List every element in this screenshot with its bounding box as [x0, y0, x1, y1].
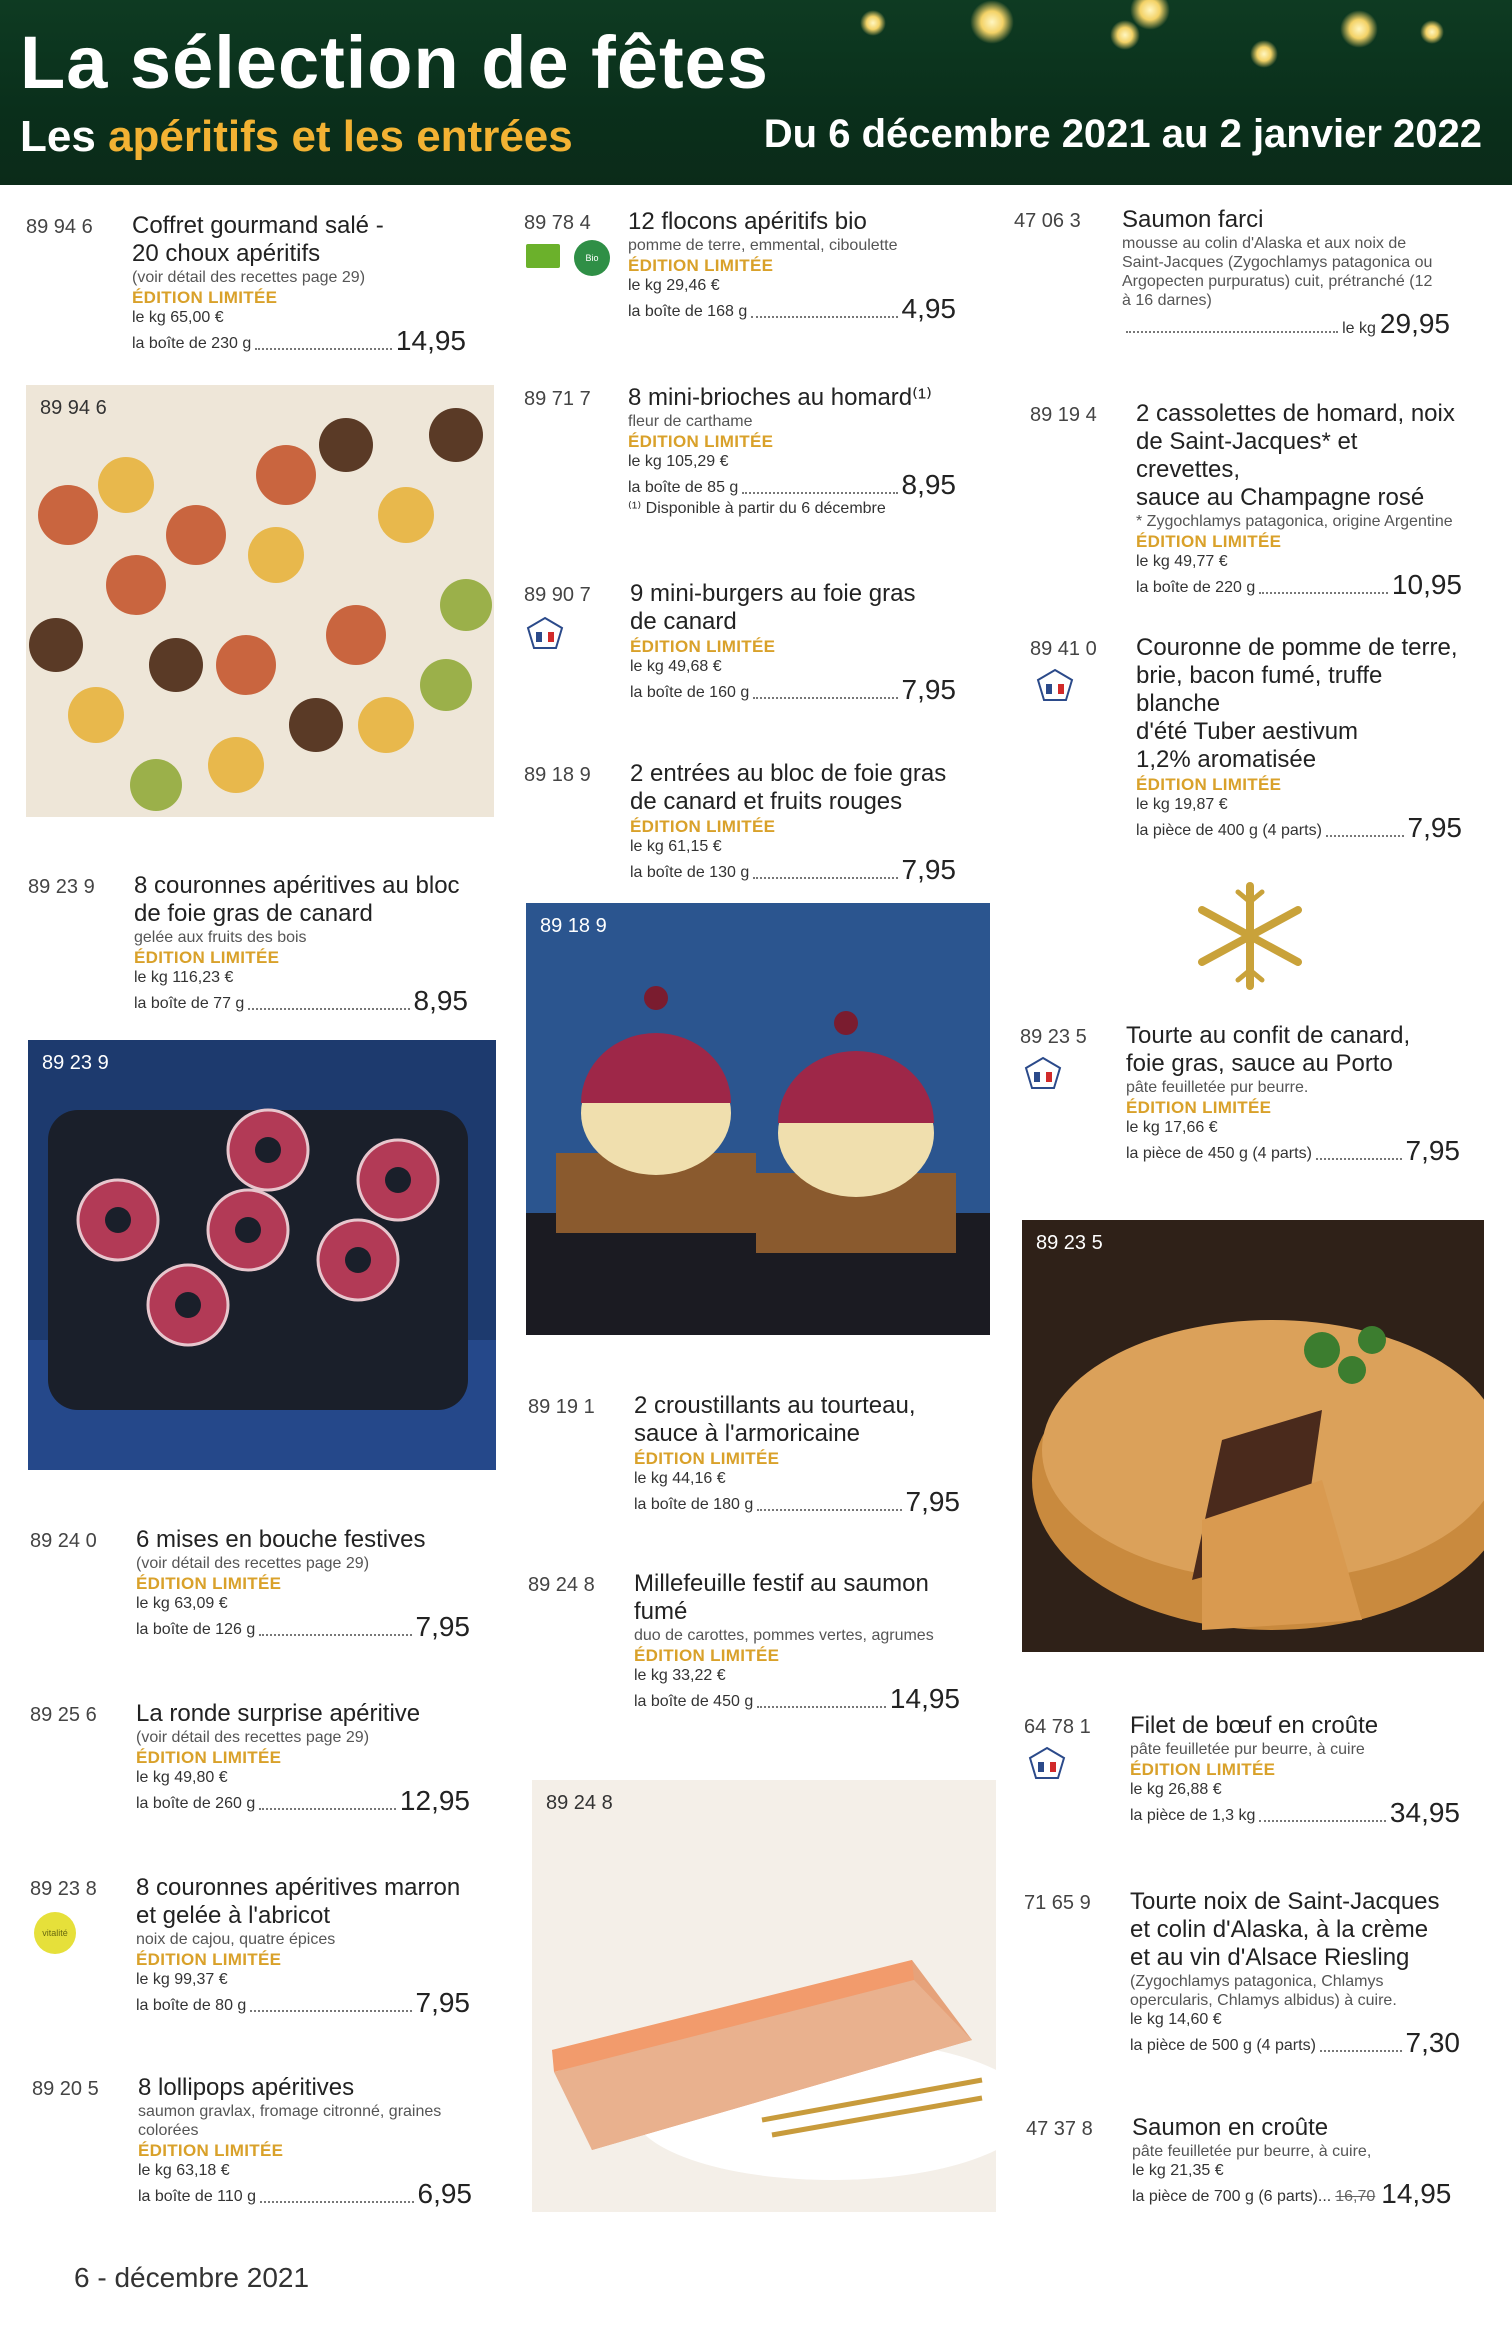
product-description: (voir détail des recettes page 29)	[136, 1555, 370, 1572]
old-price: 16,70	[1335, 2188, 1376, 2205]
product-code: 89 24 0	[30, 1530, 97, 1552]
product-name: sauce à l'armoricaine	[634, 1420, 861, 1447]
price: 14,95	[395, 325, 466, 356]
product-description: (voir détail des recettes page 29)	[132, 269, 366, 286]
availability-note: ⁽¹⁾ Disponible à partir du 6 décembre	[628, 500, 886, 517]
edition-label: ÉDITION LIMITÉE	[1136, 532, 1282, 551]
product-c2	[28, 872, 468, 1022]
unit-price: le kg 33,22 €	[634, 1667, 726, 1684]
product-code: 89 71 7	[524, 388, 591, 410]
product-description: (voir détail des recettes page 29)	[136, 1729, 370, 1746]
made-in-france-icon	[1036, 668, 1074, 702]
product-code: 89 94 6	[26, 216, 93, 238]
decorative-light	[860, 10, 886, 36]
product-description: pomme de terre, emmental, ciboulette	[628, 237, 898, 254]
edition-label: ÉDITION LIMITÉE	[630, 637, 776, 656]
product-m3	[524, 580, 956, 720]
product-name: 8 couronnes apéritives marron	[136, 1874, 461, 1901]
photo-product-code: 89 18 9	[540, 915, 607, 937]
page-header	[0, 0, 1512, 185]
product-name: Millefeuille festif au saumon	[634, 1570, 929, 1597]
unit-price: le kg 44,16 €	[634, 1470, 726, 1487]
quantity: la pièce de 500 g (4 parts)	[1130, 2037, 1316, 2054]
page-footer: 6 - décembre 2021	[74, 2262, 310, 2293]
product-description: saumon gravlax, fromage citronné, graines colorées	[138, 2103, 442, 2139]
product-description: pâte feuilletée pur beurre, à cuire	[1130, 1741, 1365, 1758]
unit-price: le kg 49,80 €	[136, 1769, 228, 1786]
millefeuille-illustration	[532, 1780, 996, 2212]
product-code: 89 78 4	[524, 212, 591, 234]
product-c5	[30, 1874, 470, 2024]
unit-price: le kg 61,15 €	[630, 838, 722, 855]
product-description: * Zygochlamys patagonica, origine Argentine	[1136, 513, 1453, 530]
quantity: la pièce de 700 g (6 parts)...	[1132, 2188, 1332, 2205]
quantity: la boîte de 160 g	[630, 684, 750, 701]
product-m4	[524, 760, 956, 890]
product-code: 71 65 9	[1024, 1892, 1091, 1914]
price: 7,95	[415, 1987, 470, 2018]
quantity: la boîte de 80 g	[136, 1997, 247, 2014]
decorative-light	[1110, 20, 1140, 50]
price: 12,95	[399, 1785, 470, 1816]
unit-price: le kg 49,77 €	[1136, 553, 1228, 570]
price: 7,95	[415, 1611, 470, 1642]
product-r7	[1026, 2114, 1462, 2224]
price: 10,95	[1391, 569, 1462, 600]
product-name: La ronde surprise apéritive	[136, 1700, 421, 1727]
couronnes-illustration	[28, 1040, 496, 1470]
product-name: 1,2% aromatisée	[1136, 746, 1317, 773]
photo-product-code: 89 94 6	[40, 397, 107, 419]
price: 7,95	[901, 674, 956, 705]
product-name: de canard et fruits rouges	[630, 788, 903, 815]
product-code: 89 24 8	[528, 1574, 595, 1596]
product-name: 2 croustillants au tourteau,	[634, 1392, 916, 1419]
product-code: 89 41 0	[1030, 638, 1097, 660]
quantity: la boîte de 168 g	[628, 303, 748, 320]
product-code: 89 90 7	[524, 584, 591, 606]
product-code: 89 23 9	[28, 876, 95, 898]
product-description: pâte feuilletée pur beurre, à cuire,	[1132, 2143, 1372, 2160]
photo-product-code: 89 24 8	[546, 1792, 613, 1814]
product-c3	[30, 1526, 470, 1656]
product-name: fumé	[634, 1598, 688, 1625]
offer-dates: Du 6 décembre 2021 au 2 janvier 2022	[763, 112, 1482, 156]
product-name: Filet de bœuf en croûte	[1130, 1712, 1379, 1739]
product-name: 6 mises en bouche festives	[136, 1526, 426, 1553]
decorative-light	[1250, 40, 1278, 68]
photo-choux-aperitifs	[26, 385, 494, 817]
price: 8,95	[901, 469, 956, 500]
product-description: pâte feuilletée pur beurre.	[1126, 1079, 1309, 1096]
product-name: et au vin d'Alsace Riesling	[1130, 1944, 1410, 1971]
quantity: la boîte de 220 g	[1136, 579, 1256, 596]
edition-label: ÉDITION LIMITÉE	[634, 1449, 780, 1468]
unit-price: le kg 14,60 €	[1130, 2011, 1222, 2028]
made-in-france-icon	[1028, 1746, 1066, 1780]
quantity: la boîte de 130 g	[630, 864, 750, 881]
eu-organic-icon	[526, 244, 560, 268]
subtitle-lead: Les	[20, 112, 96, 161]
page-title: La sélection de fêtes	[20, 21, 769, 104]
price: 14,95	[889, 1683, 960, 1714]
unit-price: le kg 63,18 €	[138, 2162, 230, 2179]
quantity: la boîte de 77 g	[134, 995, 245, 1012]
product-name: 12 flocons apéritifs bio	[628, 208, 867, 235]
made-in-france-icon	[1024, 1056, 1062, 1090]
product-r4	[1020, 1022, 1460, 1172]
product-name: foie gras, sauce au Porto	[1126, 1050, 1393, 1077]
edition-label: ÉDITION LIMITÉE	[132, 288, 278, 307]
unit-price: le kg 105,29 €	[628, 453, 729, 470]
product-code: 47 37 8	[1026, 2118, 1093, 2140]
edition-label: ÉDITION LIMITÉE	[1126, 1098, 1272, 1117]
quantity: la pièce de 450 g (4 parts)	[1126, 1145, 1312, 1162]
product-r1	[1014, 206, 1450, 356]
product-c4	[30, 1700, 470, 1830]
quantity: la boîte de 230 g	[132, 335, 252, 352]
price: 34,95	[1389, 1797, 1460, 1828]
quantity: la boîte de 85 g	[628, 479, 739, 496]
edition-label: ÉDITION LIMITÉE	[634, 1646, 780, 1665]
product-description: gelée aux fruits des bois	[134, 929, 307, 946]
product-name: 8 mini-brioches au homard⁽¹⁾	[628, 384, 932, 411]
bio-badge: Bio	[574, 240, 610, 276]
product-name: de foie gras de canard	[134, 900, 373, 927]
price: 6,95	[417, 2178, 472, 2209]
quantity: la pièce de 1,3 kg	[1130, 1807, 1256, 1824]
edition-label: ÉDITION LIMITÉE	[136, 1950, 282, 1969]
edition-label: ÉDITION LIMITÉE	[1136, 775, 1282, 794]
product-r6	[1024, 1888, 1460, 2058]
photo-product-code: 89 23 9	[42, 1052, 109, 1074]
quantity: la boîte de 126 g	[136, 1621, 256, 1638]
product-m1	[524, 208, 956, 338]
product-name: de canard	[630, 608, 737, 635]
unit-price: le kg 99,37 €	[136, 1971, 228, 1988]
photo-tourte-canard	[1022, 1220, 1484, 1652]
product-name: Saumon en croûte	[1132, 2114, 1329, 2141]
product-code: 89 19 4	[1030, 404, 1097, 426]
edition-label: ÉDITION LIMITÉE	[628, 432, 774, 451]
edition-label: ÉDITION LIMITÉE	[136, 1574, 282, 1593]
edition-label: ÉDITION LIMITÉE	[1130, 1760, 1276, 1779]
unit-price: le kg 63,09 €	[136, 1595, 228, 1612]
choux-illustration	[26, 385, 494, 817]
photo-entrees-foie-gras	[526, 903, 990, 1335]
product-name: 20 choux apéritifs	[132, 240, 321, 267]
snowflake-icon	[1190, 880, 1310, 992]
product-name: 2 cassolettes de homard, noix	[1136, 400, 1455, 427]
product-description: duo de carottes, pommes vertes, agrumes	[634, 1627, 934, 1644]
edition-label: ÉDITION LIMITÉE	[138, 2141, 284, 2160]
subtitle-accent: apéritifs et les entrées	[108, 112, 573, 161]
product-c1	[26, 212, 466, 362]
product-code: 89 19 1	[528, 1396, 595, 1418]
product-name: Couronne de pomme de terre,	[1136, 634, 1458, 661]
price: 7,95	[1405, 1135, 1460, 1166]
price: 7,30	[1405, 2027, 1460, 2058]
product-name: Tourte noix de Saint-Jacques	[1130, 1888, 1440, 1915]
quantity: la boîte de 110 g	[138, 2188, 257, 2205]
product-name: de Saint-Jacques* et crevettes,	[1136, 428, 1358, 483]
unit-price: le kg 116,23 €	[134, 969, 234, 986]
product-description: mousse au colin d'Alaska et aux noix de Saint-Jacques (Zygochlamys patagonica ou Argopecten purpuratus) cuit, prétranché (12 à 16 darnes)	[1122, 235, 1433, 309]
product-code: 89 20 5	[32, 2078, 99, 2100]
product-name: Saumon farci	[1122, 206, 1264, 233]
unit-price: le kg 65,00 €	[132, 309, 224, 326]
unit-price: le kg 17,66 €	[1126, 1119, 1218, 1136]
unit-label: le kg	[1342, 320, 1376, 337]
product-r5	[1024, 1712, 1460, 1842]
product-code: 89 23 8	[30, 1878, 97, 1900]
product-c6	[32, 2074, 472, 2224]
tourte-illustration	[1022, 1220, 1484, 1652]
page-subtitle	[20, 112, 573, 162]
product-description: noix de cajou, quatre épices	[136, 1931, 336, 1948]
product-m6	[528, 1570, 960, 1730]
product-code: 89 18 9	[524, 764, 591, 786]
unit-price: le kg 26,88 €	[1130, 1781, 1222, 1798]
edition-label: ÉDITION LIMITÉE	[628, 256, 774, 275]
decorative-light	[1420, 20, 1444, 44]
decorative-light	[970, 0, 1014, 44]
price: 29,95	[1379, 308, 1450, 339]
product-description: fleur de carthame	[628, 413, 753, 430]
product-name: 9 mini-burgers au foie gras	[630, 580, 916, 607]
price: 7,95	[905, 1486, 960, 1517]
made-in-france-icon	[526, 616, 564, 650]
quantity: la boîte de 260 g	[136, 1795, 256, 1812]
decorative-light	[1340, 10, 1378, 48]
unit-price: le kg 49,68 €	[630, 658, 722, 675]
product-m5	[528, 1392, 960, 1522]
edition-label: ÉDITION LIMITÉE	[136, 1748, 282, 1767]
product-description: (Zygochlamys patagonica, Chlamys opercularis, Chlamys albidus) à cuire.	[1130, 1973, 1397, 2009]
product-code: 64 78 1	[1024, 1716, 1091, 1738]
quantity: la pièce de 400 g (4 parts)	[1136, 822, 1322, 839]
quantity: la boîte de 180 g	[634, 1496, 754, 1513]
quantity: la boîte de 450 g	[634, 1693, 754, 1710]
product-name: et gelée à l'abricot	[136, 1902, 331, 1929]
photo-couronnes-foie-gras	[28, 1040, 496, 1470]
price: 7,95	[901, 854, 956, 885]
product-code: 89 25 6	[30, 1704, 97, 1726]
product-code: 89 23 5	[1020, 1026, 1087, 1048]
product-name: brie, bacon fumé, truffe blanche	[1136, 662, 1383, 717]
entrees-illustration	[526, 903, 990, 1335]
price: 7,95	[1407, 812, 1462, 843]
product-name: sauce au Champagne rosé	[1136, 484, 1425, 511]
photo-product-code: 89 23 5	[1036, 1232, 1103, 1254]
vitalite-badge: vitalité	[34, 1912, 76, 1954]
photo-millefeuille	[532, 1780, 996, 2212]
price: 4,95	[901, 293, 956, 324]
product-m2	[524, 384, 956, 534]
price: 8,95	[413, 985, 468, 1016]
product-name: Tourte au confit de canard,	[1126, 1022, 1411, 1049]
product-name: Coffret gourmand salé -	[132, 212, 384, 239]
price: 14,95	[1381, 2178, 1452, 2209]
unit-price: le kg 21,35 €	[1132, 2162, 1224, 2179]
product-name: 2 entrées au bloc de foie gras	[630, 760, 947, 787]
edition-label: ÉDITION LIMITÉE	[134, 948, 280, 967]
product-name: et colin d'Alaska, à la crème	[1130, 1916, 1429, 1943]
product-name: d'été Tuber aestivum	[1136, 718, 1359, 745]
product-name: 8 lollipops apéritives	[138, 2074, 355, 2101]
edition-label: ÉDITION LIMITÉE	[630, 817, 776, 836]
product-name: 8 couronnes apéritives au bloc	[134, 872, 460, 899]
product-code: 47 06 3	[1014, 210, 1081, 232]
product-r2	[1030, 400, 1462, 600]
product-r3	[1030, 634, 1462, 843]
unit-price: le kg 29,46 €	[628, 277, 720, 294]
unit-price: le kg 19,87 €	[1136, 796, 1228, 813]
